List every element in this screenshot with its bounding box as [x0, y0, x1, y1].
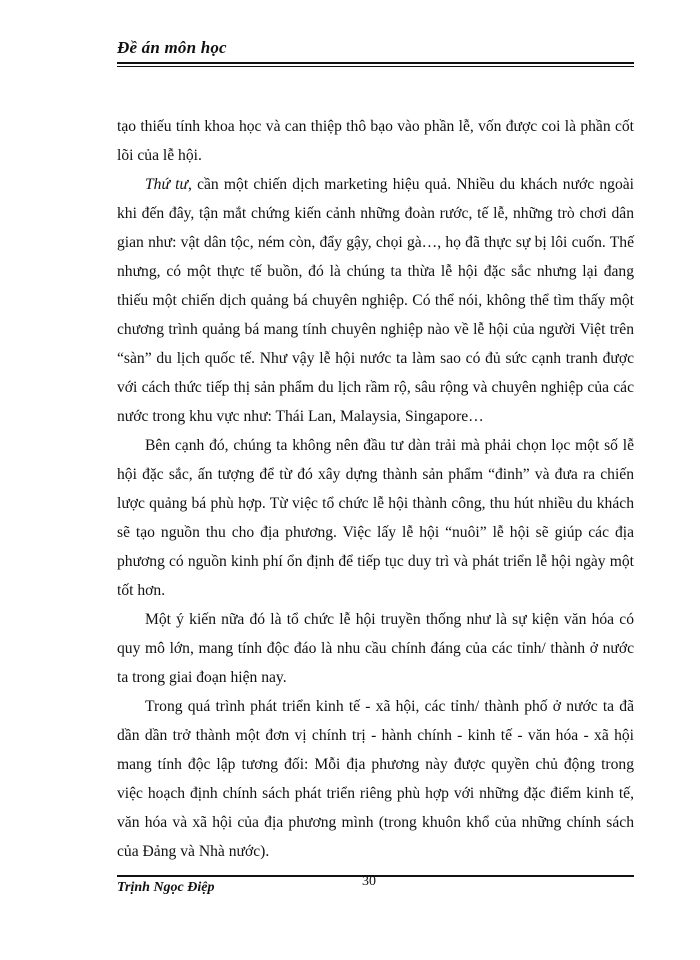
- page-number: 30: [362, 874, 376, 889]
- paragraph-2-text: , cần một chiến dịch marketing hiệu quả. Nhiều du khách nước ngoài khi đến đây, tận mắt chứng kiến cảnh những đoàn rước, tế lễ, những trò chơi dân gian như: vật dân tộc, ném còn, đẩy gậy, chọi gà…, họ đã thực sự bị lôi cuốn. Thế nhưng, có một thực tế buồn, đó là chúng ta thừa lễ hội đặc sắc nhưng lại đang thiếu một chiến dịch quảng bá chuyên nghiệp. Có thể nói, không thể tìm thấy một chương trình quảng bá mang tính chuyên nghiệp nào về lễ hội của người Việt trên “sàn” du lịch quốc tế. Như vậy lễ hội nước ta làm sao có đủ sức cạnh tranh được với cách thức tiếp thị sản phẩm du lịch rầm rộ, sâu rộng và chuyên nghiệp của các nước trong khu vực như: Thái Lan, Malaysia, Singapore…: [117, 176, 635, 425]
- paragraph-5: Trong quá trình phát triển kinh tế - xã hội, các tỉnh/ thành phố ở nước ta đã dần dần trở thành một đơn vị chính trị - hành chính - kinh tế - văn hóa - xã hội mang tính độc lập tương đối: Mỗi địa phương này được quyền chủ động trong việc hoạch định chính sách phát triển riêng phù hợp với những đặc điểm kinh tế, văn hóa và xã hội của địa phương mình (trong khuôn khổ của những chính sách của Đảng và Nhà nước).: [117, 698, 634, 860]
- footer-author: Trịnh Ngọc Điệp: [117, 880, 215, 895]
- paragraph-3: Bên cạnh đó, chúng ta không nên đầu tư dàn trải mà phải chọn lọc một số lễ hội đặc sắc, ấn tượng để từ đó xây dựng thành sản phẩm “đinh” và đưa ra chiến lược quảng bá phù hợp. Từ việc tổ chức lễ hội thành công, thu hút nhiều du khách sẽ tạo nguồn thu cho địa phương. Việc lấy lễ hội “nuôi” lễ hội sẽ giúp các địa phương có nguồn kinh phí ổn định để tiếp tục duy trì và phát triển lễ hội ngày một tốt hơn.: [117, 437, 634, 599]
- paragraph-2: [117, 170, 634, 431]
- header-rule-thin: [117, 66, 634, 67]
- page-header: [117, 38, 634, 64]
- paragraph-1: tạo thiếu tính khoa học và can thiệp thô bạo vào phần lễ, vốn được coi là phần cốt lõi của lễ hội.: [117, 118, 634, 164]
- header-rule-thick: [117, 62, 634, 64]
- header-title: Đề án môn học: [117, 38, 227, 57]
- paragraph-2-lead: Thứ tư: [145, 176, 188, 193]
- document-body: [117, 112, 634, 866]
- paragraph-4: Một ý kiến nữa đó là tổ chức lễ hội truyền thống như là sự kiện văn hóa có quy mô lớn, mang tính độc đáo là nhu cầu chính đáng của các tỉnh/ thành ở nước ta trong giai đoạn hiện nay.: [117, 611, 634, 686]
